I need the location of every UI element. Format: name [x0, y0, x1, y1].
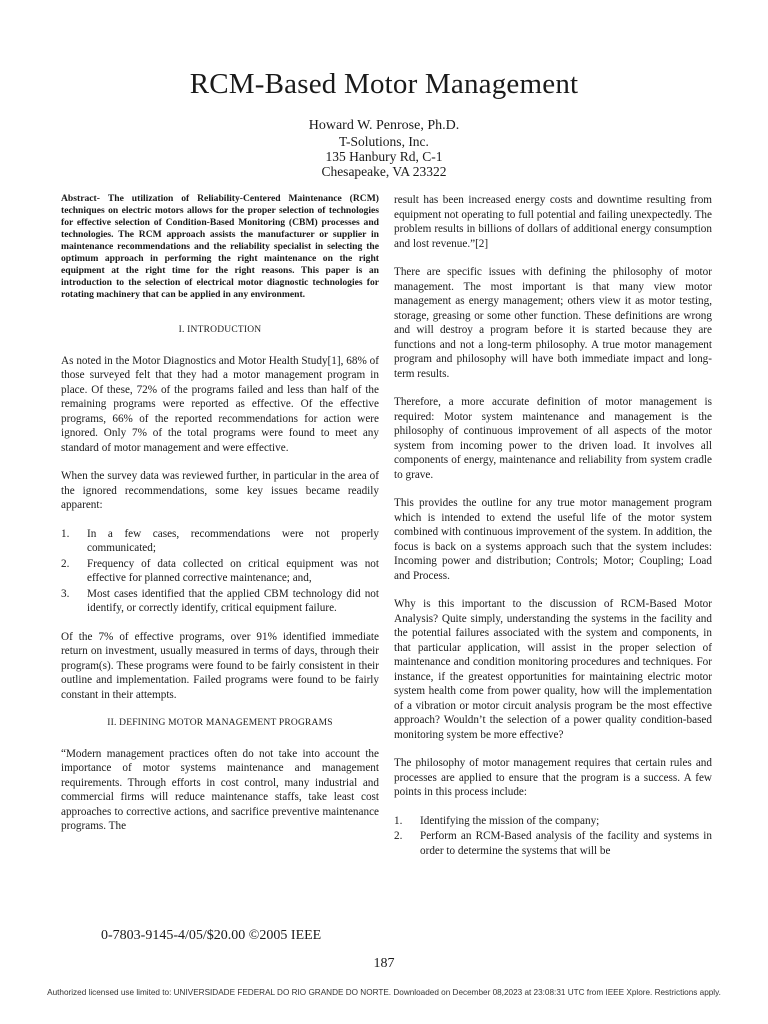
paragraph: Of the 7% of effective programs, over 91% identified immediate return on investment, usually measured in terms of days, through their program(s). These programs were found to be fairly consistent in their outline and implementation. Failed programs were found to be fairly constant in their attempts.: [61, 630, 379, 701]
process-points-list: [394, 814, 712, 859]
abstract-label: Abstract-: [61, 193, 100, 204]
list-number: 1.: [61, 527, 70, 540]
list-number: 3.: [61, 587, 70, 600]
abstract-text: The utilization of Reliability-Centered Maintenance (RCM) techniques on electric motors allows for the proper selection of technologies for effective selection of Condition-Based Monitoring (CBM) processes and technologies. The RCM approach assists the manufacturer or supplier in maintenance recommendations and the reliability specialist in selecting the optimum approach in performing the right maintenance on the right equipment at the right time for the right reasons. This paper is an introduction to the selection of electrical motor diagnostic technologies for rotating machinery that can be applied in any environment.: [61, 193, 379, 300]
author-name: Howard W. Penrose, Ph.D.: [308, 118, 460, 133]
key-issues-list: [61, 527, 379, 616]
author-org: T-Solutions, Inc.: [339, 134, 429, 149]
abstract: [61, 193, 379, 301]
list-item: [61, 527, 379, 556]
paragraph: There are specific issues with defining the philosophy of motor management. The most important is that many view motor management as energy management; others view it as motor testing, storage, greasing or some other function. These definitions are wrong and will destroy a program before it is started because they are functions and not a long-term philosophy. A true motor management program and philosophy will have both immediate impact and long-term results.: [394, 266, 712, 380]
paragraph: Why is this important to the discussion of RCM-Based Motor Analysis? Quite simply, understanding the systems in the facility and the potential failures associated with the system and components, in that particular application, will assist in the proper selection of maintenance and condition monitoring procedures and techniques. For instance, if the greatest opportunities for maintaining electric motor system health come from power quality, how will the implementation of a vibration or motor circuit analysis program be the most effective approach? Wouldn’t the selection of a power quality condition-based monitoring system be more effective?: [394, 598, 712, 741]
author-block: [0, 118, 768, 179]
list-item: [394, 814, 712, 829]
right-column: [394, 193, 712, 872]
left-column: [61, 193, 379, 848]
list-item: [394, 829, 712, 858]
list-number: 2.: [61, 557, 70, 570]
paragraph: When the survey data was reviewed further, in particular in the area of the ignored recommendations, some key issues became readily apparent:: [61, 470, 379, 511]
page-number: 187: [373, 956, 395, 971]
list-number: 1.: [394, 814, 403, 827]
list-item: [61, 587, 379, 616]
paragraph: result has been increased energy costs and downtime resulting from equipment not operating to full potential and failing unexpectedly. The problem results in billions of dollars of additional energy consumption and lost revenue.”[2]: [394, 194, 712, 250]
paragraph: Therefore, a more accurate definition of motor management is required: Motor system maintenance and management is the philosophy of continuous improvement of all aspects of the motor system from incoming power to the driven load. It involves all components of energy, maintenance and reliability from system cradle to grave.: [394, 396, 712, 481]
list-item: [61, 557, 379, 586]
section-heading-defining-programs: II. DEFINING MOTOR MANAGEMENT PROGRAMS: [107, 718, 333, 728]
paper-title: RCM-Based Motor Management: [189, 68, 579, 100]
author-address-line2: Chesapeake, VA 23322: [321, 164, 447, 179]
license-notice: Authorized licensed use limited to: UNIVERSIDADE FEDERAL DO RIO GRANDE DO NORTE. Downloaded on December 08,2023 at 23:08:31 UTC from IEEE Xplore. Restrictions apply.: [47, 988, 721, 997]
paragraph: “Modern management practices often do not take into account the importance of motor systems maintenance and management requirements. Through efforts in cost control, many industrial and commercial firms will reduce maintenance staffs, take least cost approaches to corrective actions, and sacrifice preventive maintenance programs. The: [61, 747, 379, 832]
paragraph: This provides the outline for any true motor management program which is intended to extend the useful life of the motor system combined with continuous improvement of the system. In addition, the focus is back on a systems approach such that the system includes: Incoming power and distribution; Controls; Motor; Coupling; Load and Process.: [394, 497, 712, 582]
copyright-line: 0-7803-9145-4/05/$20.00 ©2005 IEEE: [101, 928, 322, 943]
section-heading-introduction: I. INTRODUCTION: [178, 325, 262, 335]
list-item-text: Frequency of data collected on critical equipment was not effective for planned corrective maintenance; and,: [87, 557, 379, 584]
paragraph: As noted in the Motor Diagnostics and Motor Health Study[1], 68% of those surveyed felt that they had a motor management program in place. Of these, 72% of the programs failed and less than half of the remaining programs were reported as effective. Of the effective programs, 66% of the reported recommendations for action were ignored. Only 7% of the total programs were found to meet any standard of motor management and were effective.: [61, 354, 379, 454]
list-number: 2.: [394, 830, 403, 842]
author-address-line1: 135 Hanbury Rd, C-1: [325, 149, 443, 164]
list-item-text: Perform an RCM-Based analysis of the facility and systems in order to determine the systems that will be: [420, 830, 712, 857]
list-item-text: In a few cases, recommendations were not properly communicated;: [87, 527, 379, 554]
list-item-text: Identifying the mission of the company;: [420, 814, 600, 827]
paragraph: The philosophy of motor management requires that certain rules and processes are applied to ensure that the program is a success. A few points in this process include:: [394, 757, 712, 798]
list-item-text: Most cases identified that the applied CBM technology did not identify, or correctly identify, critical equipment failure.: [87, 587, 379, 614]
